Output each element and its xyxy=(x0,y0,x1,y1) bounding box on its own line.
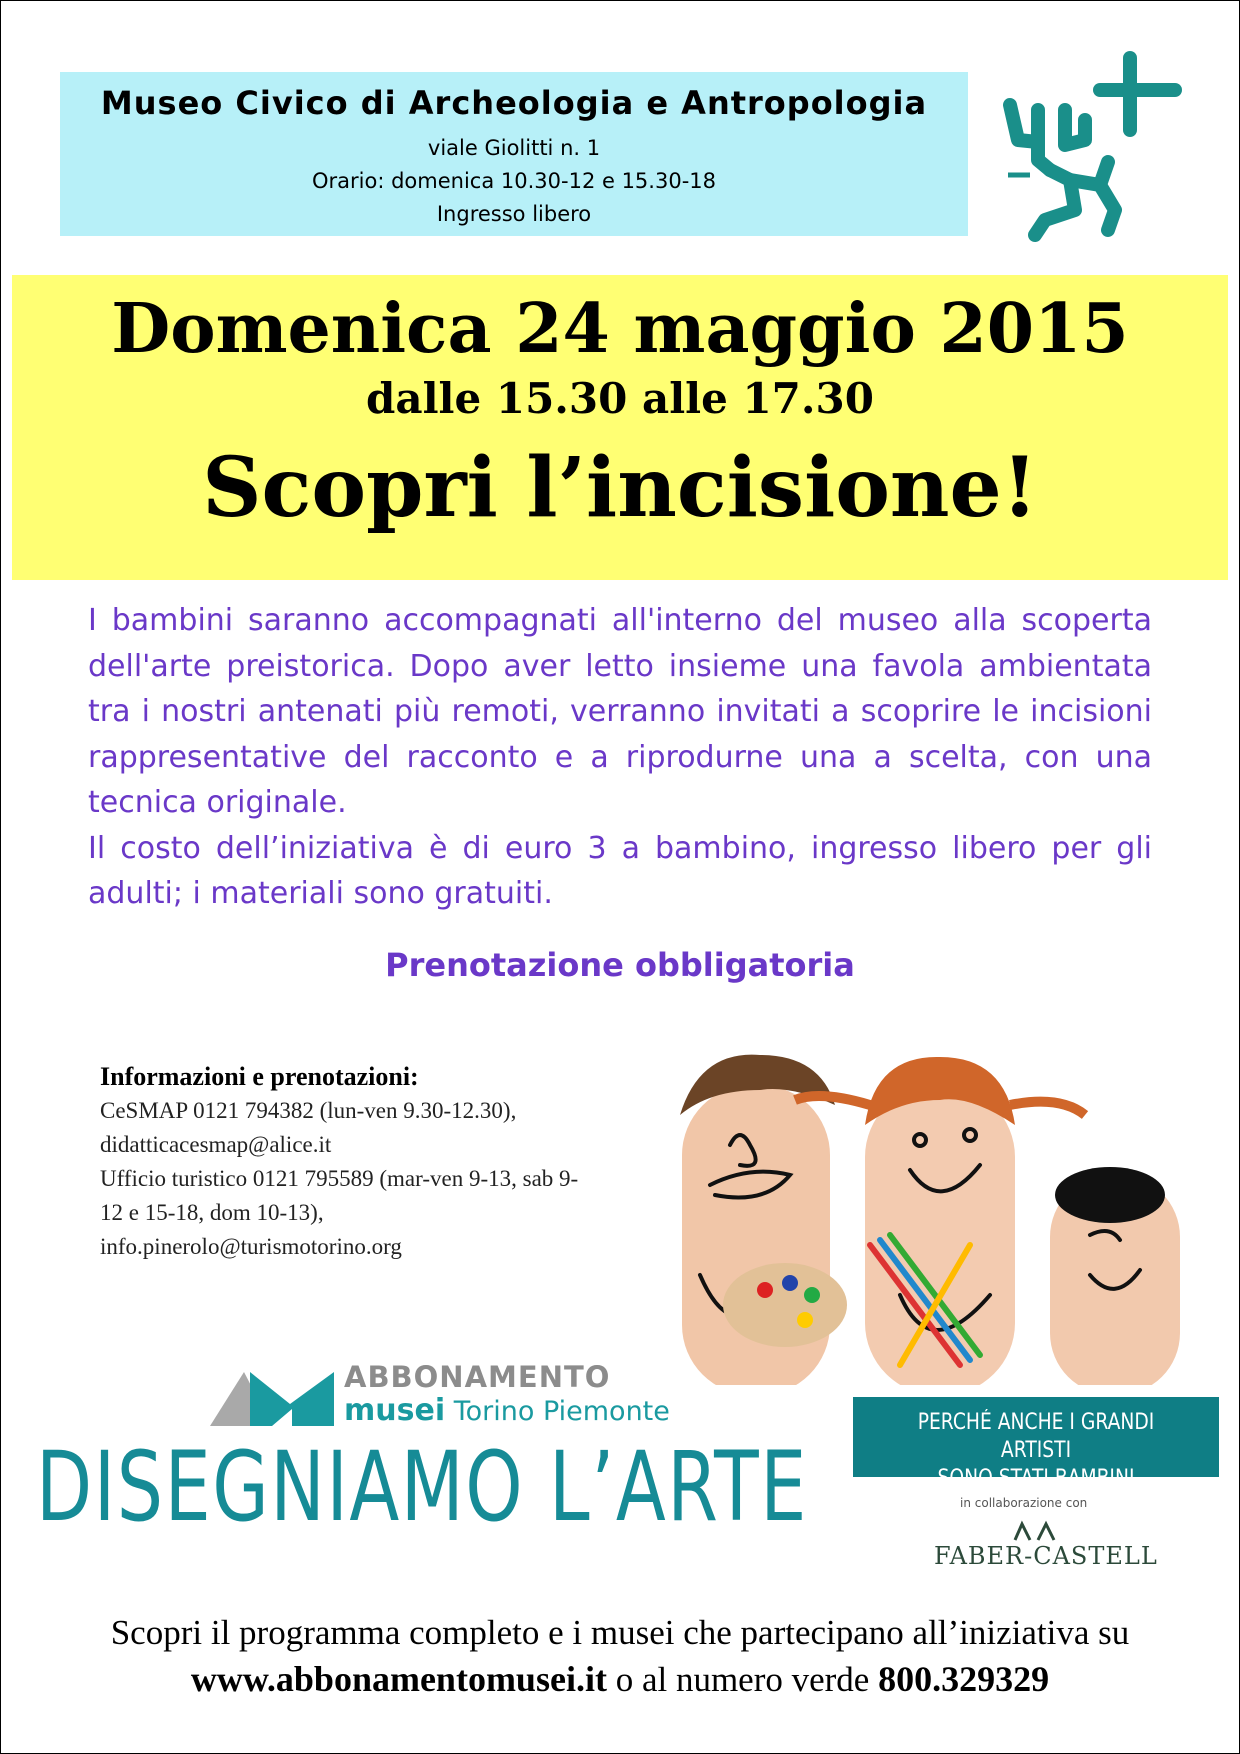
footer-text: Scopri il programma completo e i musei che partecipano all’iniziativa su xyxy=(110,1613,1130,1652)
event-banner xyxy=(12,275,1228,580)
event-date: Domenica 24 maggio 2015 xyxy=(111,289,1129,369)
footer-middle-text: o al numero verde xyxy=(606,1660,879,1699)
abbonamento-musei-logo xyxy=(210,1360,680,1430)
collaboration-label: in collaborazione con xyxy=(960,1496,1088,1510)
event-time: dalle 15.30 alle 17.30 xyxy=(366,374,874,423)
campaign-tagline-box xyxy=(853,1397,1219,1491)
contact-cesmap: CeSMAP 0121 794382 (lun-ven 9.30-12.30), didatticacesmap@alice.it xyxy=(100,1098,517,1157)
museum-hours: Orario: domenica 10.30-12 e 15.30-18 xyxy=(312,169,716,193)
tagline-line-2: SONO STATI BAMBINI xyxy=(937,1466,1135,1491)
toll-free-number: 800.329329 xyxy=(878,1659,1050,1699)
museum-entrance: Ingresso libero xyxy=(436,202,592,226)
contact-info xyxy=(100,1060,580,1264)
booking-notice: Prenotazione obbligatoria xyxy=(385,946,855,984)
contact-tourist-office: Ufficio turistico 0121 795589 (mar-ven 9-13, sab 9-12 e 15-18, dom 10-13), info.pinerolo@turismotorino.org xyxy=(100,1166,579,1259)
museum-address: viale Giolitti n. 1 xyxy=(427,136,601,160)
abbonamento-label: ABBONAMENTO xyxy=(344,1360,611,1394)
musei-label xyxy=(344,1393,670,1428)
musei-word: musei xyxy=(344,1393,446,1428)
campaign-title: DISEGNIAMO L’ARTE xyxy=(36,1431,808,1543)
footer-contact xyxy=(0,1656,1240,1703)
description-paragraph: I bambini saranno accompagnati all'interno del museo alla scoperta dell'arte preistorica. Dopo aver letto insieme una favola ambientata tra i nostri antenati più remoti, verranno invitati a scoprire le incisioni rappresentative del racconto e a riprodurne una a scelta, con una tecnica originale. xyxy=(88,603,1152,820)
teal-petroglyph-figure-icon xyxy=(990,50,1190,250)
website-link[interactable]: www.abbonamentomusei.it xyxy=(190,1659,607,1699)
faber-castell-logo: FABER-CASTELL xyxy=(934,1542,1158,1570)
footer xyxy=(0,1610,1240,1703)
museum-info-box xyxy=(60,72,968,236)
tagline-line-1: PERCHÉ ANCHE I GRANDI ARTISTI xyxy=(917,1410,1155,1463)
event-title: Scopri l’incisione! xyxy=(202,440,1038,536)
faber-castell-knights-icon xyxy=(1010,1518,1060,1542)
region-word: Torino Piemonte xyxy=(453,1396,670,1427)
event-description xyxy=(88,598,1152,917)
description-cost: Il costo dell’iniziativa è di euro 3 a bambino, ingresso libero per gli adulti; i materiali sono gratuiti. xyxy=(88,830,1152,911)
finger-puppets-illustration xyxy=(670,1045,1210,1385)
museum-name: Museo Civico di Archeologia e Antropologia xyxy=(100,84,928,122)
contact-title: Informazioni e prenotazioni: xyxy=(100,1062,419,1091)
abbonamento-triangles-icon xyxy=(210,1364,334,1426)
